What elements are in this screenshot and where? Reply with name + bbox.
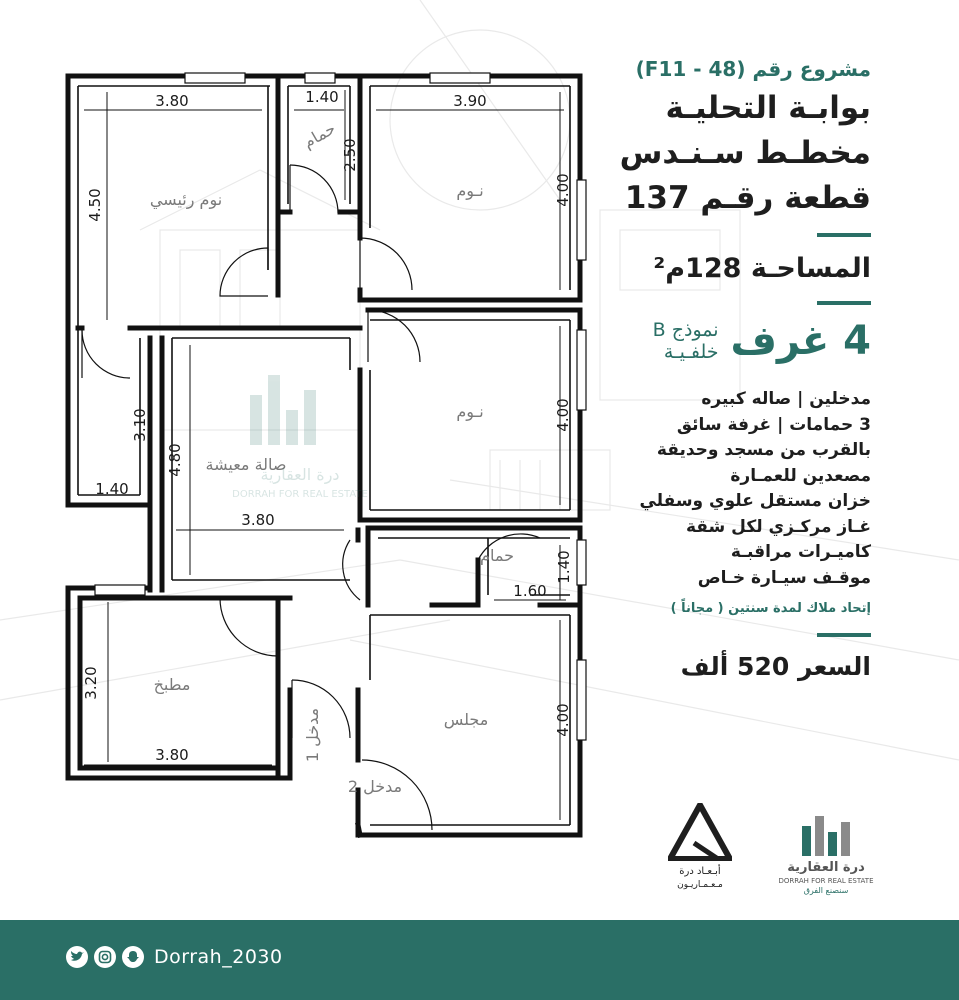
rooms-count: 4 غرف — [730, 318, 871, 364]
architects-sub: مـعـمـاريـون — [677, 880, 723, 890]
dim-master-height: 4.50 — [86, 188, 104, 222]
triangle-logo-icon — [668, 803, 732, 861]
dim-bath2-height: 1.40 — [555, 550, 573, 584]
dim-corridor-height: 3.10 — [131, 408, 149, 442]
room-kitchen: مطبخ — [153, 675, 191, 694]
feature-item: 3 حمامات | غرفة سائق — [676, 414, 871, 435]
divider — [817, 301, 871, 305]
title-line-1: بوابـة التحليـة — [665, 90, 871, 126]
architects-name: أبـعـاد درة — [679, 866, 721, 877]
owners-association: إتحاد ملاك لمدة سنتين ( مجاناً ) — [670, 601, 871, 616]
feature-item: موقـف سيـارة خـاص — [697, 567, 871, 588]
area: المساحـة 128م² — [653, 253, 871, 284]
instagram-icon[interactable] — [94, 946, 116, 968]
dim-bed2-height: 4.00 — [554, 398, 572, 432]
room-bath2: حمام — [480, 546, 514, 565]
feature-item: غـاز مركـزي لكل شقة — [685, 516, 871, 537]
dim-living-height: 4.80 — [166, 443, 184, 477]
dim-majlis-height: 4.00 — [554, 703, 572, 737]
feature-item: خزان مستقل علوي وسفلي — [639, 491, 871, 511]
dorrah-name-en: DORRAH FOR REAL ESTATE — [778, 877, 874, 885]
room-majlis: مجلس — [443, 710, 489, 729]
position-label: خلفـيـة — [663, 341, 719, 363]
watermark-en: DORRAH FOR REAL ESTATE — [232, 489, 368, 500]
rooms-row — [541, 319, 871, 363]
feature-item: مصعدين للعمـارة — [730, 465, 871, 486]
dim-bath2-width: 1.60 — [513, 582, 547, 600]
feature-item: بالقرب من مسجد وحديقة — [656, 440, 871, 460]
dim-bed1-height: 4.00 — [554, 173, 572, 207]
dim-kitchen-height: 3.20 — [82, 666, 100, 700]
divider — [817, 633, 871, 637]
divider — [817, 233, 871, 237]
twitter-icon[interactable] — [66, 946, 88, 968]
dorrah-bars-icon — [798, 812, 854, 856]
room-bath1: حمام — [299, 118, 339, 152]
watermark-ar: درة العقارية — [260, 465, 340, 484]
dorrah-tagline: سنصنع الفرق — [803, 886, 849, 895]
dim-corridor-width: 1.40 — [95, 480, 129, 498]
watermark-logo — [232, 375, 368, 500]
model-label: نموذج B — [652, 319, 719, 341]
architects-logo — [662, 803, 738, 895]
listing-info — [541, 52, 871, 685]
social-handle[interactable]: Dorrah_2030 — [154, 946, 283, 968]
feature-item: كاميـرات مراقبـة — [730, 542, 871, 562]
room-entry-1: مدخل 1 — [303, 707, 322, 763]
dim-master-width: 3.80 — [155, 92, 189, 110]
room-bedroom-1: نـوم — [456, 181, 484, 200]
dim-bath1-height: 2.50 — [341, 138, 359, 172]
feature-item: مدخلين | صاله كبيره — [701, 389, 871, 409]
project-number: مشروع رقم (F11 - 48) — [635, 57, 871, 81]
model-box — [653, 319, 719, 363]
dim-living-width: 3.80 — [241, 511, 275, 529]
dim-bed1-width: 3.90 — [453, 92, 487, 110]
room-master-bedroom: نوم رئيسي — [149, 190, 223, 209]
dorrah-name-ar: درة العقارية — [787, 860, 865, 875]
social-links — [66, 946, 283, 968]
features-list — [541, 387, 871, 591]
room-entry-2: مدخل 2 — [347, 777, 403, 796]
room-living: صالة معيشة — [205, 455, 287, 474]
dim-kitchen-width: 3.80 — [155, 746, 189, 764]
dorrah-logo — [773, 812, 879, 912]
dim-bath1-width: 1.40 — [305, 88, 339, 106]
footer-bar — [0, 920, 959, 1000]
snapchat-icon[interactable] — [122, 946, 144, 968]
title-line-2: مخطـط سـنـدس — [619, 135, 871, 171]
title-line-3: قطعة رقـم 137 — [624, 180, 871, 216]
room-bedroom-2: نـوم — [456, 402, 484, 421]
price: السعر 520 ألف — [680, 652, 871, 681]
